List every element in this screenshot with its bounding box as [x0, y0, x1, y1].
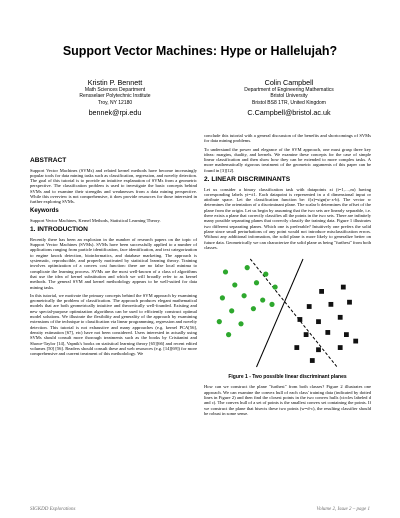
author-affiliation-line: Bristol BS8 1TR, United Kingdom	[252, 99, 326, 106]
class-b-point	[307, 304, 312, 309]
class-b-point	[341, 285, 346, 290]
author-name: Kristin P. Bennett	[87, 78, 143, 87]
class-b-point	[344, 332, 349, 337]
class-b-point	[316, 347, 321, 352]
class-b-point	[329, 302, 334, 307]
class-a-point	[238, 321, 243, 326]
section-2-heading: 2. LINEAR DISCRIMINANTS	[204, 176, 291, 184]
introduction-heading: 1. INTRODUCTION	[30, 226, 88, 234]
author-affiliation-line: Troy, NY 12180	[97, 99, 133, 106]
class-a-point	[220, 295, 225, 300]
intro-paragraph: In this tutorial, we motivate the primary concepts behind the SVM approach by examining geometrically the problem of classification. The approach produces elegant mathematical models that are both geometrically intuitive and theoretically well-founded. Existing and new special-purpose optimization algorithms can be used to efficiently construct optimal model solutions. We illustrate the flexibility and generality of the approach by examining extensions of the technique to classification via linear programming, regression and novelty detection. This tutorial is not exhaustive and many approaches (e.g. kernel PCA[56], density estimation [67], etc) have not been considered. Users interested in actually using SVMs should consult more thorough treatments such as the books by Cristianini and Shawe-Taylor [14], Vapnik's books on statistical learning theory [65][66] and recent edited volumes [50] [56]. Readers should consult these and web resources (e.g. [14][69]) for more comprehensive and current treatment of this methodology. We	[30, 292, 197, 357]
paper-title: Support Vector Machines: Hype or Hallelujah?	[62, 44, 338, 58]
body-paragraph: conclude this tutorial with a general discussion of the benefits and shortcomings of SVMs for data mining problems.	[204, 133, 371, 144]
class-b-point	[310, 358, 315, 363]
figure-1-caption: Figure 1 - Two possible linear discriminant planes	[228, 374, 347, 381]
author-name: Colin Campbell	[264, 78, 314, 87]
class-b-point	[304, 332, 309, 337]
author-email: bennek@rpi.edu	[88, 108, 142, 118]
body-paragraph: Let us consider a binary classification task with datapoints xi (i=1,…,m) having corresponding labels yi=±1. Each datapoint is represented in a d dimensional input or attribute space. Let the classification function be: f(x)=sign(w·x-b). The vector w determines the orientation of a discriminant plane. The scalar b determines the offset of the plane from the origin. Let us begin by assuming that the two sets are linearly separable, i.e. there exists a plane that correctly classifies all the points in the two sets. There are infinitely many possible separating planes that correctly classify the training data. Figure 1 illustrates two different separating planes. Which one is preferable? Intuitively one prefers the solid plane since small perturbations of any point would not introduce misclassification errors. Without any additional information, the solid plane is more likely to generalize better on future data. Geometrically we can characterize the solid plane as being "furthest" from both classes.	[204, 186, 371, 250]
class-a-point	[226, 332, 231, 337]
author-affiliation-line: Department of Engineering Mathematics	[244, 87, 334, 93]
class-a-point	[269, 302, 274, 307]
author-email: C.Campbell@bristol.ac.uk	[247, 108, 331, 118]
class-a-point	[217, 319, 222, 324]
class-a-point	[254, 280, 259, 285]
author-affiliation-line: Bristol University	[270, 93, 308, 100]
body-paragraph: How can we construct the plane "furthest" from both classes? Figure 2 illustrates one approach. We can examine the convex hull of each class' training data (indicated by dotted lines in Figure 2) and then find the closest points in the two convex hulls (circles labeled d and c). The convex hull of a set of points is the smallest convex set containing the points. If we construct the plane that bisects these two points (w=d-c), the resulting classifier should be robust in some sense.	[204, 384, 371, 416]
class-b-point	[316, 319, 321, 324]
class-a-point	[232, 282, 237, 287]
class-a-point	[263, 272, 268, 277]
intro-paragraph: Recently there has been an explosion in the number of research papers on the topic of Support Vector Machines (SVMs). SVMs have been successfully applied to a number of applications ranging from particle identification, face identification, and text categorization to engine knock detection, bioinformatics, and database marketing. The approach is systematic, reproducible, and properly motivated by statistical learning theory. Training involves optimization of a convex cost function: there are no false local minima to complicate the learning process. SVMs are the most well-known of a class of algorithms that use the idea of kernel substitution and which we will broadly refer to as kernel methods. The general SVM and kernel methodology appears to be well-suited for data mining tasks.	[30, 236, 197, 290]
class-b-point	[347, 300, 352, 305]
class-a-point	[223, 270, 228, 275]
class-a-point	[260, 298, 265, 303]
class-b-point	[338, 315, 343, 320]
author-affiliation-line: Rensselaer Polytechnic Institute	[79, 93, 151, 100]
class-b-point	[319, 289, 324, 294]
class-a-point	[245, 265, 250, 270]
keywords-text: Support Vector Machines, Kernel Methods, Statistical Learning Theory.	[30, 218, 161, 224]
abstract-text: Support Vector Machines (SVMs) and related kernel methods have become increasingly popular tools for data mining tasks such as classification, regression, and novelty detection. The goal of this tutorial is to provide an intuitive explanation of SVMs from a geometric perspective. The classification problem is used to investigate the basic concepts behind SVMs and to examine their strengths and weaknesses from a data mining perspective. While this overview is not comprehensive, it does provide resources for those interested in further exploring SVMs.	[30, 167, 197, 205]
abstract-heading: ABSTRACT	[30, 157, 67, 164]
class-b-point	[298, 317, 303, 322]
class-b-point	[353, 339, 358, 344]
class-a-point	[229, 308, 234, 313]
footer-page: Volume 2, Issue 2 – page 1	[316, 507, 370, 512]
author-affiliation-line: Math Sciences Department	[84, 87, 146, 93]
keywords-heading: Keywords	[30, 207, 59, 214]
author-block-2	[204, 78, 374, 117]
left-column	[30, 154, 197, 359]
figure-1-scatter-plot	[204, 253, 371, 373]
class-b-point	[338, 345, 343, 350]
body-paragraph: To understand the power and elegance of the SVM approach, one must grasp three key ideas: margins, duality, and kernels. We examine these concepts for the case of simple linear classification and then show how they can be extended to more complex tasks. A more mathematically rigorous treatment of the geometric arguments of this paper can be found in [3][12].	[204, 146, 371, 173]
right-column	[204, 133, 371, 419]
class-a-point	[273, 285, 278, 290]
footer-journal: SIGKDD Explorations	[30, 507, 76, 512]
class-a-point	[251, 306, 256, 311]
figure-1	[204, 253, 371, 373]
author-block-1	[30, 78, 200, 117]
class-a-point	[242, 293, 247, 298]
class-b-point	[294, 345, 299, 350]
class-b-point	[325, 330, 330, 335]
